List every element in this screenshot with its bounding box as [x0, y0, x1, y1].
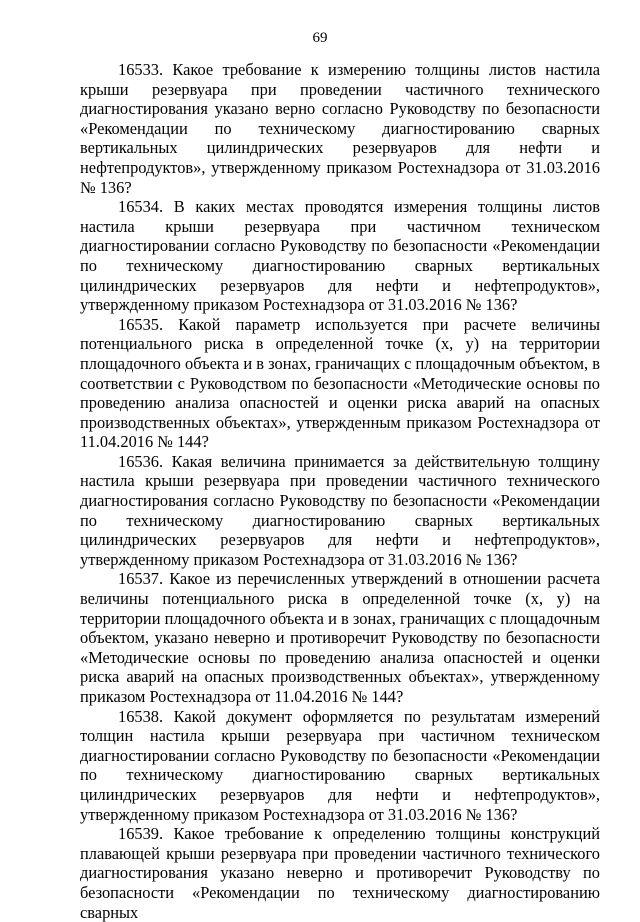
page-number: 69	[312, 30, 328, 46]
question-16533: 16533. Какое требование к измерению толщины листов настила крыши резервуара при проведении частичного технического диагностирования указано верно согласно Руководству по безопасности «Рекомендации по техническому диагностированию сварных вертикальных цилиндрических резервуаров для нефти и нефтепродуктов», утвержденному приказом Ростехнадзора от 31.03.2016 № 136?	[80, 60, 600, 197]
question-16538: 16538. Какой документ оформляется по результатам измерений толщин настила крыши резервуара при частичном техническом диагностировании согласно Руководству по безопасности «Рекомендации по техническому диагностированию сварных вертикальных цилиндрических резервуаров для нефти и нефтепродуктов», утвержденному приказом Ростехнадзора от 31.03.2016 № 136?	[80, 706, 600, 824]
question-16537: 16537. Какое из перечисленных утверждений в отношении расчета величины потенциального риска в определенной точке (x, y) на территории площадочного объекта и в зонах, граничащих с площадочным объектом, указано неверно и противоречит Руководству по безопасности «Методические основы по проведению анализа опасностей и оценки риска аварий на опасных производственных объектах», утвержденному приказом Ростехнадзора от 11.04.2016 № 144?	[80, 569, 600, 706]
question-16535: 16535. Какой параметр используется при расчете величины потенциального риска в определенной точке (x, y) на территории площадочного объекта и в зонах, граничащих с площадочным объектом, в соответствии с Руководством по безопасности «Методические основы по проведению анализа опасностей и оценки риска аварий на опасных производственных объектах», утвержденным приказом Ростехнадзора от 11.04.2016 № 144?	[80, 314, 600, 452]
question-16534: 16534. В каких местах проводятся измерения толщины листов настила крыши резервуара при частичном техническом диагностировании согласно Руководству по безопасности «Рекомендации по техническому диагностированию сварных вертикальных цилиндрических резервуаров для нефти и нефтепродуктов», утвержденному приказом Ростехнадзора от 31.03.2016 № 136?	[80, 197, 600, 315]
question-16539: 16539. Какое требование к определению толщины конструкций плавающей крыши резервуара при проведении частичного технического диагностирования указано неверно и противоречит Руководству по безопасности «Рекомендации по техническому диагностированию сварных	[80, 824, 600, 922]
question-16536: 16536. Какая величина принимается за действительную толщину настила крыши резервуара при проведении частичного технического диагностирования согласно Руководству по безопасности «Рекомендации по техническому диагностированию сварных вертикальных цилиндрических резервуаров для нефти и нефтепродуктов», утвержденному приказом Ростехнадзора от 31.03.2016 № 136?	[80, 451, 600, 569]
document-body	[80, 60, 600, 922]
